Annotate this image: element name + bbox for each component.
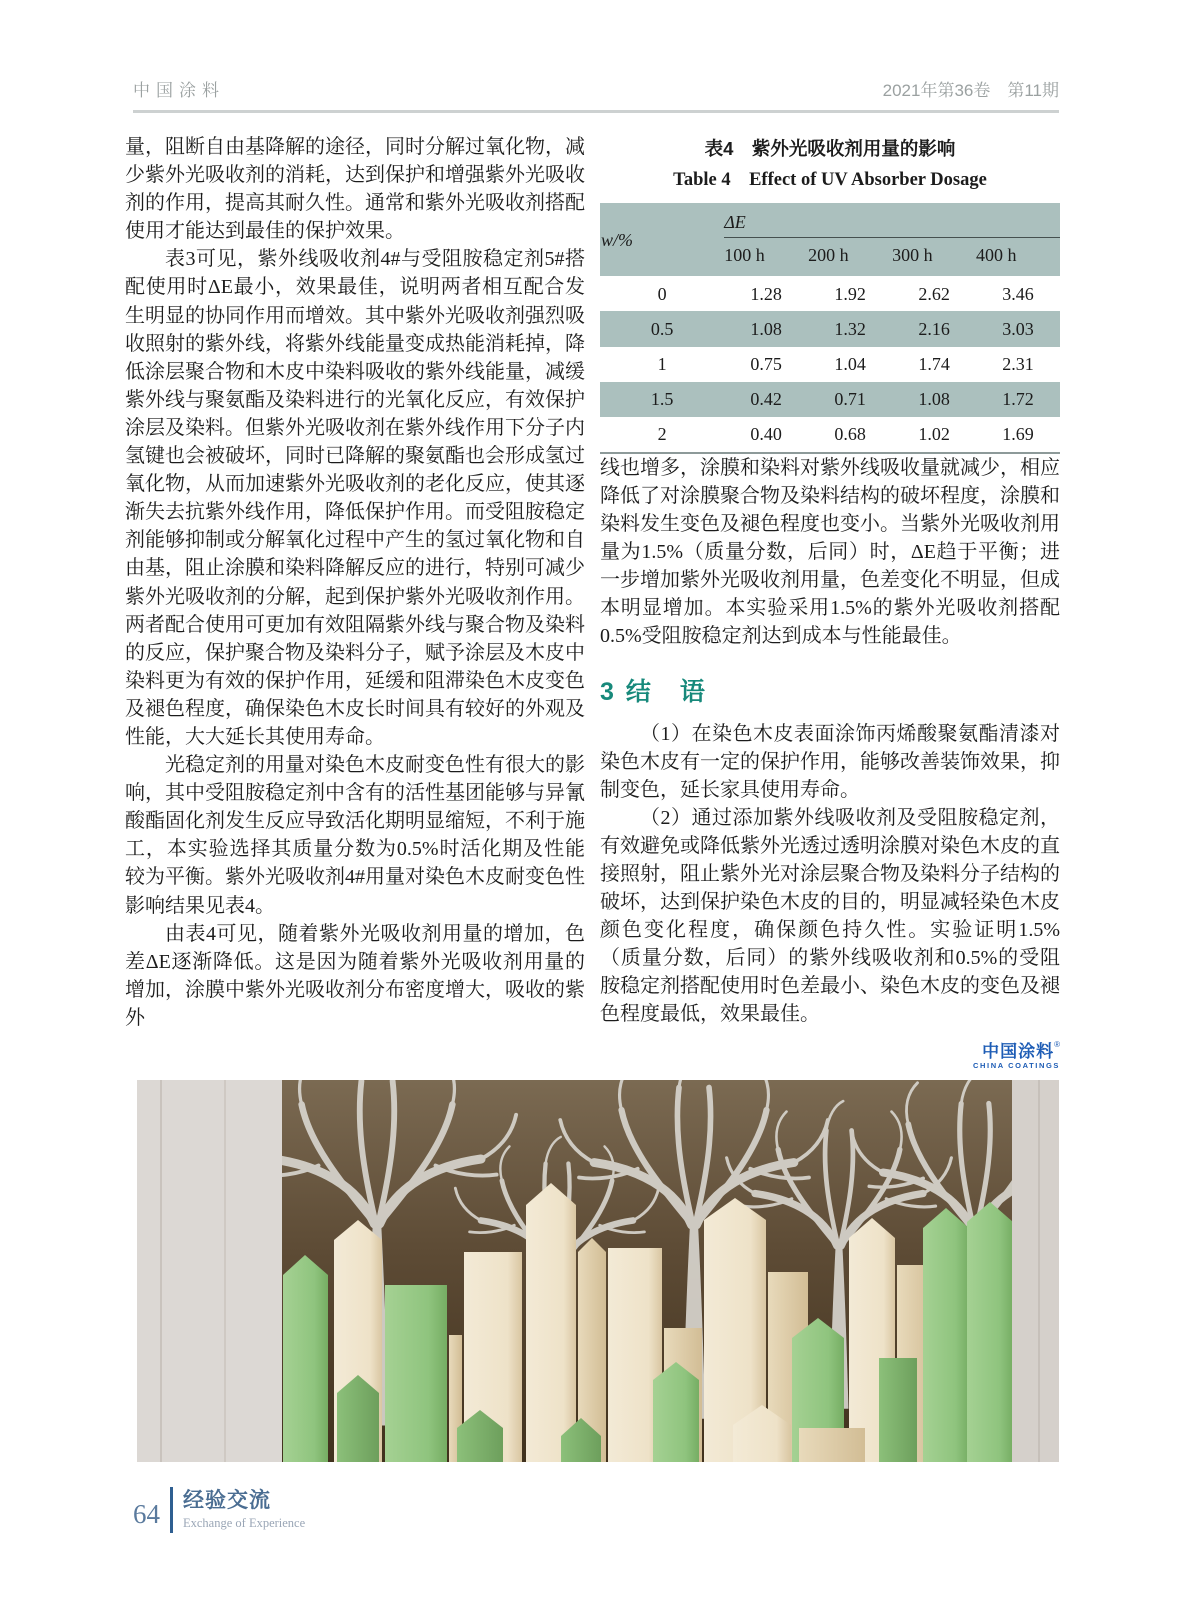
table-row <box>600 276 1060 311</box>
column-header-100h: 100 h <box>724 245 765 266</box>
logo-name: 中国涂料 <box>982 1041 1055 1061</box>
table-cell: 1.28 <box>750 283 782 304</box>
column-name-cn: 经验交流 <box>183 1489 271 1513</box>
table-cell: 1.08 <box>750 318 782 339</box>
table-header <box>600 203 1060 276</box>
table-cell: 0.68 <box>834 424 866 445</box>
section-title: 结 语 <box>625 677 707 706</box>
table-cell: 1 <box>657 354 667 375</box>
text-columns <box>125 133 1061 1069</box>
body-paragraph: 光稳定剂的用量对染色木皮耐变色性有很大的影响，其中受阻胺稳定剂中含有的活性基团能够与异氰酸酯固化剂发生反应导致活化期明显缩短，不利于施工，本实验选择其质量分数为0.5%时活化期及性能较为平衡。紫外光吸收剂4#用量对染色木皮耐变色性影响结果见表4。 <box>125 754 585 917</box>
issue-info: 2021年第36卷 第11期 <box>882 81 1059 100</box>
table-cell: 1.92 <box>834 283 866 304</box>
china-coatings-logo <box>600 1041 1060 1070</box>
table-row <box>600 347 1060 382</box>
table-cell: 1.32 <box>834 318 866 339</box>
column-header-200h: 200 h <box>808 245 849 266</box>
table-cell: 3.03 <box>1002 318 1034 339</box>
table-cell: 0.71 <box>834 389 866 410</box>
table-cell: 1.04 <box>834 354 866 375</box>
table-cell: 3.46 <box>1002 283 1034 304</box>
right-column <box>600 133 1060 1069</box>
table-title-cn: 表4 紫外光吸收剂用量的影响 <box>704 138 956 159</box>
table-cell: 1.69 <box>1002 424 1034 445</box>
column-name-en: Exchange of Experience <box>183 1515 306 1530</box>
page-header <box>133 76 1059 113</box>
decorative-wood-artwork-photo <box>137 1080 1059 1462</box>
body-paragraph: 由表4可见，随着紫外光吸收剂用量的增加，色差ΔE逐渐降低。这是因为随着紫外光吸收剂用量的增加，涂膜中紫外光吸收剂分布密度增大，吸收的紫外 <box>125 922 585 1029</box>
table-title-en: Table 4 Effect of UV Absorber Dosage <box>673 170 987 191</box>
table-cell: 0.42 <box>750 389 782 410</box>
table-cell: 2.16 <box>918 318 950 339</box>
table-row <box>600 417 1060 453</box>
column-header-300h: 300 h <box>892 245 933 266</box>
page-number: 64 <box>133 1498 160 1529</box>
conclusion-paragraph: （2）通过添加紫外线吸收剂及受阻胺稳定剂，有效避免或降低紫外光透过透明涂膜对染色木皮的直接照射，阻止紫外光对涂层聚合物及染料分子结构的破坏，达到保护染色木皮的目的，明显减轻染色木皮颜色变化程度，确保颜色持久性。实验证明1.5%（质量分数，后同）的紫外线吸收剂和0.5%的受阻胺稳定剂搭配使用时色差最小、染色木皮的变色及褪色程度最低，效果最佳。 <box>600 806 1060 1026</box>
table-row <box>600 311 1060 346</box>
table-cell: 2 <box>657 424 667 445</box>
table-cell: 1.5 <box>650 389 674 410</box>
table4-block <box>600 135 1060 454</box>
body-paragraph: 表3可见，紫外线吸收剂4#与受阻胺稳定剂5#搭配使用时ΔE最小，效果最佳，说明两者相互配合发生明显的协同作用而增效。其中紫外光吸收剂强烈吸收照射的紫外线，将紫外线能量变成热能消耗掉，降低涂层聚合物和木皮中染料吸收的紫外线能量，减缓紫外线与聚氨酯及染料进行的光氧化反应，有效保护涂层及染料。但紫外光吸收剂在紫外线作用下分子内氢键也会被破坏，同时已降解的聚氨酯也会形成氢过氧化物，从而加速紫外光吸收剂的老化反应，使其逐渐失去抗紫外线作用，降低保护作用。而受阻胺稳定剂能够抑制或分解氧化过程中产生的氢过氧化物和自由基，阻止涂膜和染料降解反应的进行，特别可减少紫外光吸收剂的分解，起到保护紫外光吸收剂作用。两者配合使用可更加有效阻隔紫外线与聚合物及染料的反应，保护聚合物及染料分子，赋予涂层及木皮中染料更为有效的保护作用，延缓和阻滞染色木皮变色及褪色程度，确保染色木皮长时间具有较好的外观及性能，大大延长其使用寿命。 <box>125 248 585 748</box>
table-cell: 1.72 <box>1002 389 1034 410</box>
journal-name: 中国涂料 <box>133 81 225 100</box>
body-paragraph: 量，阻断自由基降解的途径，同时分解过氧化物，减少紫外光吸收剂的消耗，达到保护和增强紫外光吸收剂的作用，提高其耐久性。通常和紫外光吸收剂搭配使用才能达到最佳的保护效果。 <box>125 136 585 243</box>
logo-subtitle: CHINA COATINGS <box>973 1060 1060 1070</box>
footer-divider <box>170 1487 173 1533</box>
table4 <box>600 203 1060 454</box>
column-header-w: w/% <box>601 229 634 250</box>
section-heading-conclusion <box>600 677 1060 707</box>
table-cell: 1.74 <box>918 354 950 375</box>
table-cell: 2.62 <box>918 283 950 304</box>
table-body <box>600 276 1060 452</box>
table-row <box>600 382 1060 417</box>
table-cell: 0.40 <box>750 424 782 445</box>
table-cell: 0.75 <box>750 354 782 375</box>
page-footer <box>133 1487 305 1533</box>
section-number: 3 <box>600 677 614 706</box>
column-header-deltaE: ΔE <box>724 203 1060 238</box>
conclusion-paragraph: （1）在染色木皮表面涂饰丙烯酸聚氨酯清漆对染色木皮有一定的保护作用，能够改善装饰效果，抑制变色，延长家具使用寿命。 <box>600 722 1060 801</box>
artwork-svg <box>137 1080 1059 1462</box>
table-cell: 2.31 <box>1002 354 1034 375</box>
table-cell: 0 <box>657 283 667 304</box>
registered-mark-icon: ® <box>1054 1039 1060 1049</box>
body-paragraph: 线也增多，涂膜和染料对紫外线吸收量就减少，相应降低了对涂膜聚合物及染料结构的破坏程度，涂膜和染料发生变色及褪色程度也变小。当紫外光吸收剂用量为1.5%（质量分数，后同）时，ΔE趋于平衡；进一步增加紫外光吸收剂用量，色差变化不明显，但成本明显增加。本实验采用1.5%的紫外光吸收剂搭配0.5%受阻胺稳定剂达到成本与性能最佳。 <box>600 456 1060 648</box>
table-cell: 1.02 <box>918 424 950 445</box>
table-cell: 1.08 <box>918 389 950 410</box>
column-header-400h: 400 h <box>976 245 1017 266</box>
left-column <box>125 133 585 1069</box>
table-cell: 0.5 <box>650 318 674 339</box>
